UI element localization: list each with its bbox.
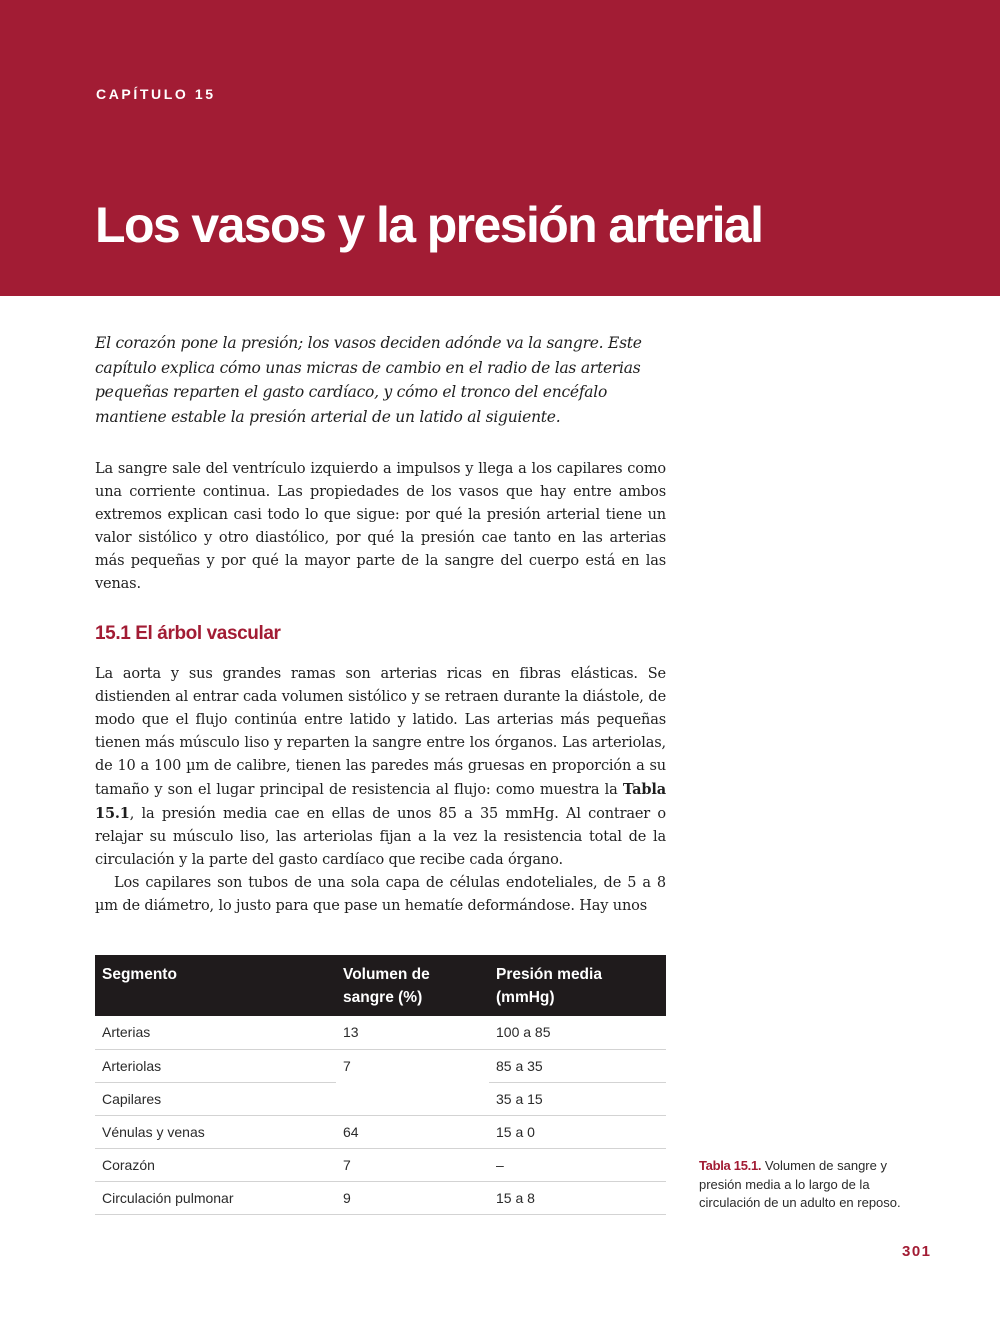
cell-pressure: 15 a 0 [489, 1115, 666, 1148]
table-header-row [95, 955, 666, 1016]
chapter-label: CAPÍTULO 15 [96, 86, 216, 102]
cell-pressure: 85 a 35 [489, 1049, 666, 1082]
cell-segment: Capilares [95, 1082, 336, 1115]
paragraph-text: , la presión media cae en ellas de unos 85 a 35 mmHg. Al contraer o relajar su músculo liso, las arteriolas fijan a la vez la resistencia total de la circulación y la parte del gasto cardíaco que recibe cada órgano. [95, 806, 666, 868]
section-body [95, 663, 666, 918]
caption-label: Tabla 15.1. [699, 1158, 762, 1173]
table-caption [699, 1157, 929, 1213]
section-paragraph-2: Los capilares son tubos de una sola capa de células endoteliales, de 5 a 8 µm de diámetro, lo justo para que pase un hematíe deformándose. Hay unos [95, 875, 666, 914]
column-header-pressure: Presión media (mmHg) [489, 955, 666, 1016]
cell-segment: Circulación pulmonar [95, 1181, 336, 1214]
table-row [95, 1049, 666, 1082]
cell-volume: 7 [336, 1049, 489, 1115]
section-heading: 15.1 El árbol vascular [95, 623, 281, 644]
cell-segment: Corazón [95, 1148, 336, 1181]
cell-volume: 64 [336, 1115, 489, 1148]
column-header-volume: Volumen de sangre (%) [336, 955, 489, 1016]
blood-volume-table [95, 955, 666, 1215]
cell-pressure: – [489, 1148, 666, 1181]
page-number: 301 [902, 1243, 932, 1260]
cell-volume: 9 [336, 1181, 489, 1214]
table-row [95, 1115, 666, 1148]
cell-pressure: 35 a 15 [489, 1082, 666, 1115]
chapter-title: Los vasos y la presión arterial [95, 197, 763, 253]
caption-text: Volumen de sangre y presión media a lo largo de la circulación de un adulto en reposo. [699, 1158, 901, 1210]
cell-volume: 7 [336, 1148, 489, 1181]
chapter-lead: El corazón pone la presión; los vasos deciden adónde va la sangre. Este capítulo explica cómo unas micras de cambio en el radio de las arterias pequeñas reparten el gasto cardíaco, y cómo el tronco del encéfalo mantiene estable la presión arterial de un latido al siguiente. [95, 334, 642, 426]
section-paragraph-1 [95, 663, 666, 872]
cell-pressure: 100 a 85 [489, 1016, 666, 1049]
table-row [95, 1148, 666, 1181]
table-row [95, 1016, 666, 1049]
cell-pressure: 15 a 8 [489, 1181, 666, 1214]
table-reference: Tabla 15.1 [95, 781, 666, 822]
intro-paragraph: La sangre sale del ventrículo izquierdo a impulsos y llega a los capilares como una corriente continua. Las propiedades de los vasos que hay entre ambos extremos explican casi todo lo que sigue: por qué la presión arterial tiene un valor sistólico y otro diastólico, por qué la presión cae tanto en las arterias más pequeñas y por qué la mayor parte de la sangre del cuerpo está en las venas. [95, 461, 666, 592]
cell-segment: Arteriolas [95, 1049, 336, 1082]
cell-segment: Arterias [95, 1016, 336, 1049]
column-header-segment: Segmento [95, 955, 336, 1016]
cell-volume: 13 [336, 1016, 489, 1049]
chapter-banner [0, 0, 1000, 296]
table-row [95, 1181, 666, 1214]
paragraph-text: La aorta y sus grandes ramas son arterias ricas en fibras elásticas. Se distienden al entrar cada volumen sistólico y se retraen durante la diástole, de modo que el flujo continúa entre latido y latido. Las arterias más pequeñas tienen más músculo liso y reparten la sangre entre los órganos. Las arteriolas, de 10 a 100 µm de calibre, tienen las paredes más gruesas en proporción a su tamaño y son el lugar principal de resistencia al flujo: como muestra la [95, 666, 666, 798]
cell-segment: Vénulas y venas [95, 1115, 336, 1148]
